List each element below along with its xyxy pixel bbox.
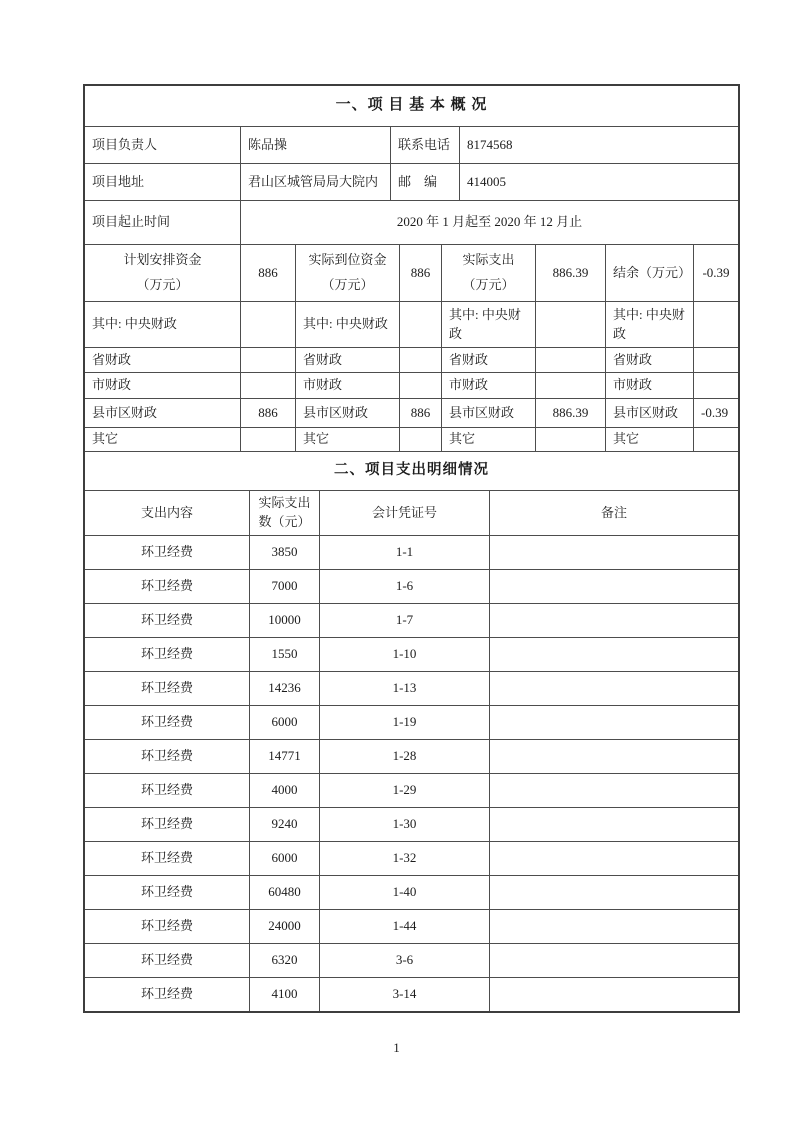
municipal-finance-row — [85, 372, 738, 398]
leader-row — [85, 126, 738, 163]
expense-amount: 24000 — [249, 909, 319, 943]
expense-voucher: 1-32 — [319, 841, 489, 875]
expense-amount: 60480 — [249, 875, 319, 909]
expense-remark — [489, 773, 738, 807]
municipal-finance-v2 — [399, 372, 441, 398]
actual-expense-value: 886.39 — [535, 244, 605, 301]
other-finance-row — [85, 427, 738, 451]
county-finance-label-2: 县市区财政 — [295, 398, 399, 427]
municipal-finance-v1 — [240, 372, 295, 398]
central-finance-v1 — [240, 301, 295, 347]
page-number: 1 — [393, 1040, 400, 1055]
address-row — [85, 163, 738, 200]
expense-amount: 6000 — [249, 705, 319, 739]
municipal-finance-label-2: 市财政 — [295, 372, 399, 398]
leader-value: 陈品操 — [240, 126, 390, 163]
expense-row — [85, 603, 738, 637]
expense-remark — [489, 807, 738, 841]
other-finance-label: 其它 — [85, 427, 240, 451]
leader-label: 项目负责人 — [85, 126, 240, 163]
expense-content: 环卫经费 — [85, 943, 249, 977]
provincial-finance-label-3: 省财政 — [441, 347, 535, 372]
expense-row — [85, 705, 738, 739]
planned-funds-label: 计划安排资金 （万元） — [85, 244, 240, 301]
expense-remark — [489, 977, 738, 1011]
central-finance-label-4: 其中: 中央财政 — [605, 301, 693, 347]
expense-content: 环卫经费 — [85, 535, 249, 569]
expense-voucher: 1-29 — [319, 773, 489, 807]
expense-amount: 6320 — [249, 943, 319, 977]
expense-content: 环卫经费 — [85, 671, 249, 705]
col-header-content: 支出内容 — [85, 490, 249, 535]
other-finance-v2 — [399, 427, 441, 451]
section1-title-row — [85, 86, 738, 126]
county-finance-v2: 886 — [399, 398, 441, 427]
section2-title-row — [85, 451, 738, 490]
expense-content: 环卫经费 — [85, 807, 249, 841]
expense-content: 环卫经费 — [85, 705, 249, 739]
provincial-finance-v3 — [535, 347, 605, 372]
expense-remark — [489, 739, 738, 773]
county-finance-v4: -0.39 — [693, 398, 738, 427]
expense-content: 环卫经费 — [85, 569, 249, 603]
provincial-finance-v1 — [240, 347, 295, 372]
funds-header-row — [85, 244, 738, 301]
expense-amount: 10000 — [249, 603, 319, 637]
provincial-finance-label-2: 省财政 — [295, 347, 399, 372]
provincial-finance-v2 — [399, 347, 441, 372]
expense-remark — [489, 535, 738, 569]
central-finance-label-3: 其中: 中央财政 — [441, 301, 535, 347]
expense-voucher: 3-6 — [319, 943, 489, 977]
expense-row — [85, 977, 738, 1011]
expense-row — [85, 909, 738, 943]
municipal-finance-v4 — [693, 372, 738, 398]
section1-title: 一、项 目 基 本 概 况 — [335, 97, 488, 114]
planned-funds-value: 886 — [240, 244, 295, 301]
expense-row — [85, 535, 738, 569]
postal-value: 414005 — [459, 163, 738, 200]
county-finance-label: 县市区财政 — [85, 398, 240, 427]
central-finance-v4 — [693, 301, 738, 347]
expense-content: 环卫经费 — [85, 909, 249, 943]
expense-row — [85, 569, 738, 603]
received-funds-label: 实际到位资金 （万元） — [295, 244, 399, 301]
expense-amount: 14236 — [249, 671, 319, 705]
expense-row — [85, 875, 738, 909]
county-finance-row — [85, 398, 738, 427]
provincial-finance-v4 — [693, 347, 738, 372]
col-header-remark: 备注 — [489, 490, 738, 535]
phone-label: 联系电话 — [390, 126, 459, 163]
period-value: 2020 年 1 月起至 2020 年 12 月止 — [240, 200, 738, 244]
balance-label: 结余（万元） — [605, 244, 693, 301]
period-row — [85, 200, 738, 244]
central-finance-v2 — [399, 301, 441, 347]
expense-amount: 9240 — [249, 807, 319, 841]
expense-row — [85, 773, 738, 807]
expense-content: 环卫经费 — [85, 603, 249, 637]
other-finance-label-4: 其它 — [605, 427, 693, 451]
county-finance-label-3: 县市区财政 — [441, 398, 535, 427]
section2-title: 二、项目支出明细情况 — [85, 451, 738, 490]
col-header-voucher: 会计凭证号 — [319, 490, 489, 535]
municipal-finance-label: 市财政 — [85, 372, 240, 398]
expense-remark — [489, 909, 738, 943]
central-finance-row — [85, 301, 738, 347]
col-header-amount: 实际支出数（元） — [249, 490, 319, 535]
expense-content: 环卫经费 — [85, 875, 249, 909]
expense-amount: 14771 — [249, 739, 319, 773]
expense-header-row — [85, 490, 738, 535]
expense-voucher: 1-19 — [319, 705, 489, 739]
expense-voucher: 1-10 — [319, 637, 489, 671]
expense-row — [85, 671, 738, 705]
municipal-finance-label-4: 市财政 — [605, 372, 693, 398]
expense-remark — [489, 569, 738, 603]
expense-content: 环卫经费 — [85, 841, 249, 875]
expense-row — [85, 739, 738, 773]
actual-expense-label: 实际支出 （万元） — [441, 244, 535, 301]
expense-row — [85, 637, 738, 671]
expense-content: 环卫经费 — [85, 739, 249, 773]
expense-voucher: 1-30 — [319, 807, 489, 841]
balance-value: -0.39 — [693, 244, 738, 301]
expense-row — [85, 841, 738, 875]
expense-voucher: 1-1 — [319, 535, 489, 569]
expense-amount: 6000 — [249, 841, 319, 875]
expense-remark — [489, 943, 738, 977]
expense-remark — [489, 841, 738, 875]
other-finance-label-2: 其它 — [295, 427, 399, 451]
municipal-finance-v3 — [535, 372, 605, 398]
project-report-table — [83, 84, 740, 1013]
expense-remark — [489, 671, 738, 705]
expense-remark — [489, 705, 738, 739]
expense-remark — [489, 603, 738, 637]
expense-voucher: 1-13 — [319, 671, 489, 705]
expense-row — [85, 807, 738, 841]
other-finance-v4 — [693, 427, 738, 451]
central-finance-v3 — [535, 301, 605, 347]
expense-voucher: 1-28 — [319, 739, 489, 773]
postal-label: 邮 编 — [390, 163, 459, 200]
provincial-finance-label-4: 省财政 — [605, 347, 693, 372]
address-value: 君山区城管局局大院内 — [240, 163, 390, 200]
provincial-finance-label: 省财政 — [85, 347, 240, 372]
expense-amount: 1550 — [249, 637, 319, 671]
expense-remark — [489, 637, 738, 671]
expense-amount: 4000 — [249, 773, 319, 807]
other-finance-label-3: 其它 — [441, 427, 535, 451]
expense-voucher: 1-7 — [319, 603, 489, 637]
other-finance-v1 — [240, 427, 295, 451]
other-finance-v3 — [535, 427, 605, 451]
municipal-finance-label-3: 市财政 — [441, 372, 535, 398]
county-finance-label-4: 县市区财政 — [605, 398, 693, 427]
expense-remark — [489, 875, 738, 909]
expense-voucher: 3-14 — [319, 977, 489, 1011]
county-finance-v3: 886.39 — [535, 398, 605, 427]
expense-voucher: 1-44 — [319, 909, 489, 943]
expense-content: 环卫经费 — [85, 773, 249, 807]
expense-row — [85, 943, 738, 977]
expense-content: 环卫经费 — [85, 977, 249, 1011]
central-finance-label: 其中: 中央财政 — [85, 301, 240, 347]
expense-voucher: 1-40 — [319, 875, 489, 909]
expense-voucher: 1-6 — [319, 569, 489, 603]
central-finance-label-2: 其中: 中央财政 — [295, 301, 399, 347]
address-label: 项目地址 — [85, 163, 240, 200]
period-label: 项目起止时间 — [85, 200, 240, 244]
provincial-finance-row — [85, 347, 738, 372]
expense-amount: 4100 — [249, 977, 319, 1011]
county-finance-v1: 886 — [240, 398, 295, 427]
expense-amount: 7000 — [249, 569, 319, 603]
expense-content: 环卫经费 — [85, 637, 249, 671]
received-funds-value: 886 — [399, 244, 441, 301]
expense-amount: 3850 — [249, 535, 319, 569]
phone-value: 8174568 — [459, 126, 738, 163]
